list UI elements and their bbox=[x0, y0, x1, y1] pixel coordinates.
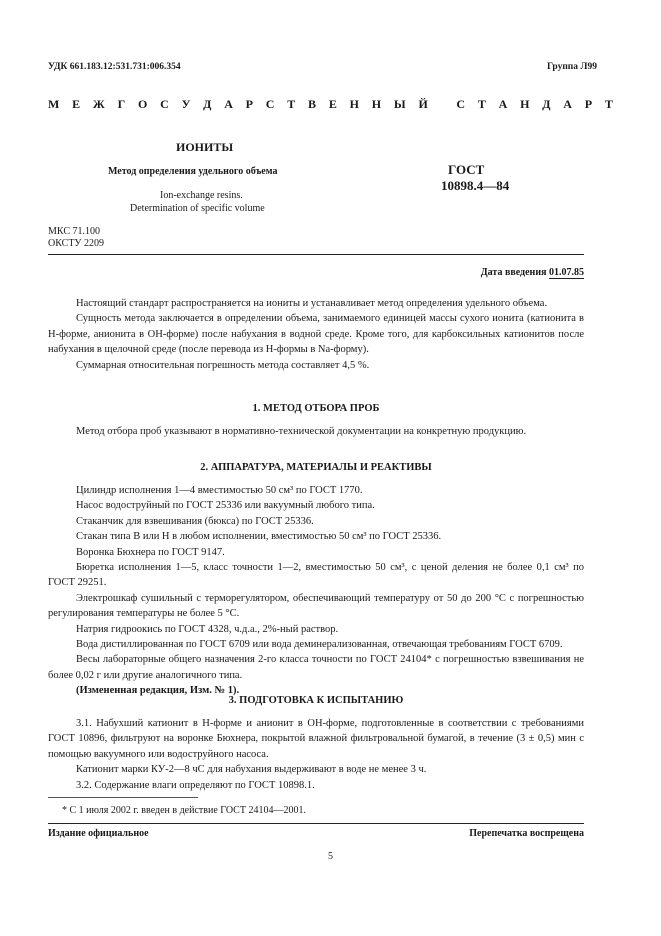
group-code: Группа Л99 bbox=[546, 62, 597, 72]
banner-letter: Н bbox=[520, 97, 530, 111]
banner-letter: С bbox=[160, 97, 169, 111]
introduction-date bbox=[481, 267, 584, 278]
revision-note: (Измененная редакция, Изм. № 1). bbox=[76, 685, 240, 697]
banner-letter: Т bbox=[477, 97, 486, 111]
section-3-heading: 3. ПОДГОТОВКА К ИСПЫТАНИЮ bbox=[228, 695, 404, 706]
footer-official-edition: Издание официальное bbox=[48, 828, 149, 839]
english-title-line1: Ion-exchange resins. bbox=[160, 190, 243, 201]
section-1-text bbox=[48, 424, 584, 439]
preparation-item: 3.2. Содержание влаги определяют по ГОСТ 10898.1. bbox=[76, 779, 315, 791]
banner-letter: Е bbox=[72, 97, 81, 111]
gost-number: 10898.4—84 bbox=[441, 178, 510, 193]
apparatus-item: Весы лабораторные общего назначения 2-го класса точности по ГОСТ 24104* с погрешностью взвешивания не более 0,02 г или другие аналогичного типа. bbox=[48, 654, 584, 681]
banner-letter: Д bbox=[203, 97, 212, 111]
banner-letter: Г bbox=[117, 97, 126, 111]
apparatus-item: Насос водоструйный по ГОСТ 25336 или вакуумный любого типа. bbox=[76, 500, 375, 512]
section-1-paragraph: Метод отбора проб указывают в нормативно-технической документации на конкретную продукцию. bbox=[76, 426, 527, 437]
footnote-divider bbox=[48, 797, 198, 798]
section-1-heading: 1. МЕТОД ОТБОРА ПРОБ bbox=[252, 403, 380, 414]
title-divider bbox=[48, 254, 584, 255]
footer-reprint-prohibited: Перепечатка воспрещена bbox=[469, 828, 584, 839]
banner-letter: Ж bbox=[92, 97, 105, 111]
intro-text bbox=[48, 296, 584, 373]
footer-divider bbox=[48, 823, 584, 824]
banner-letter: М bbox=[48, 97, 60, 111]
banner-letter: С bbox=[265, 97, 275, 111]
banner-letter: А bbox=[224, 97, 233, 111]
banner-letter: Н bbox=[349, 97, 359, 111]
banner-letter: Т bbox=[287, 97, 296, 111]
banner-letter: У bbox=[181, 97, 191, 111]
apparatus-item: Стаканчик для взвешивания (бюкса) по ГОСТ 25336. bbox=[76, 515, 314, 527]
udk-code: УДК 661.183.12:531.731:006.354 bbox=[48, 62, 181, 72]
banner-letter: С bbox=[456, 97, 466, 111]
page-number: 5 bbox=[328, 851, 333, 862]
banner-letter: А bbox=[498, 97, 508, 111]
apparatus-item: Стакан типа В или Н в любом исполнении, вместимостью 50 см³ по ГОСТ 25336. bbox=[76, 531, 442, 543]
banner-letter: В bbox=[308, 97, 317, 111]
mks-code: МКС 71.100 bbox=[48, 226, 100, 237]
preparation-item: 3.1. Набухший катионит в Н-форме и анионит в ОН-форме, подготовленные в соответствии с требованиями ГОСТ 10896, фильтруют на воронке Бюхнера, покрытой влажной фильтровальной бумагой, в течение (3 ± 0,5) мин с помощью вакуумного или водоструйного насоса. bbox=[48, 718, 584, 760]
preparation-item: Катионит марки КУ-2—8 чС для набухания выдерживают в воде не менее 3 ч. bbox=[76, 764, 427, 776]
section-2-heading: 2. АППАРАТУРА, МАТЕРИАЛЫ И РЕАКТИВЫ bbox=[200, 462, 432, 473]
apparatus-item: Электрошкаф сушильный с терморегулятором, обеспечивающий температуру от 50 до 200 °С с погрешностью регулирования температуры не более 5 °С. bbox=[48, 592, 584, 620]
okstu-code: ОКСТУ 2209 bbox=[48, 238, 105, 249]
banner-letter: Т bbox=[604, 97, 613, 111]
banner-letter: Н bbox=[371, 97, 382, 111]
date-label: Дата введения bbox=[480, 267, 547, 278]
apparatus-item: Воронка Бюхнера по ГОСТ 9147. bbox=[76, 546, 225, 558]
banner-letter: А bbox=[563, 97, 572, 111]
banner-letter: Д bbox=[542, 97, 551, 111]
banner-letter: Ы bbox=[393, 97, 406, 111]
interstate-standard-banner bbox=[48, 97, 613, 112]
document-title: ИОНИТЫ bbox=[176, 140, 234, 154]
intro-paragraph: Настоящий стандарт распространяется на иониты и устанавливает метод определения удельного объема. bbox=[76, 298, 548, 309]
document-subtitle: Метод определения удельного объема bbox=[108, 166, 278, 177]
banner-letter bbox=[441, 97, 444, 112]
banner-letter: О bbox=[137, 97, 148, 111]
banner-letter: Р bbox=[245, 97, 253, 111]
apparatus-item: Бюретка исполнения 1—5, класс точности 1—2, вместимостью 50 см³, с ценой деления не более 0,1 см³ по ГОСТ 29251. bbox=[48, 562, 584, 589]
banner-letter: Е bbox=[328, 97, 337, 111]
date-value: 01.07.85 bbox=[549, 267, 584, 278]
apparatus-item: Цилиндр исполнения 1—4 вместимостью 50 см³ по ГОСТ 1770. bbox=[76, 485, 363, 496]
gost-label: ГОСТ bbox=[448, 162, 485, 177]
section-3-list bbox=[48, 716, 584, 793]
footnote: * С 1 июля 2002 г. введен в действие ГОСТ 24104—2001. bbox=[62, 805, 306, 816]
intro-paragraph: Сущность метода заключается в определении объема, занимаемого единицей массы сухого ионита (катионита в Н-форме, анионита в ОН-форме) после набухания в водной среде. Кроме того, для карбоксильных катионитов после набухания в щелочной среде (после перевода из Н-формы в Na-форму). bbox=[48, 313, 584, 356]
section-2-list bbox=[48, 483, 584, 699]
banner-letter: Й bbox=[418, 97, 428, 111]
intro-paragraph: Суммарная относительная погрешность метода составляет 4,5 %. bbox=[76, 359, 370, 371]
english-title-line2: Determination of specific volume bbox=[130, 203, 265, 214]
apparatus-item: Натрия гидроокись по ГОСТ 4328, ч.д.а., 2%-ный раствор. bbox=[76, 623, 339, 635]
banner-letter: Р bbox=[584, 97, 593, 111]
apparatus-item: Вода дистиллированная по ГОСТ 6709 или вода деминерализованная, отвечающая требованиям ГОСТ 6709. bbox=[76, 639, 563, 651]
